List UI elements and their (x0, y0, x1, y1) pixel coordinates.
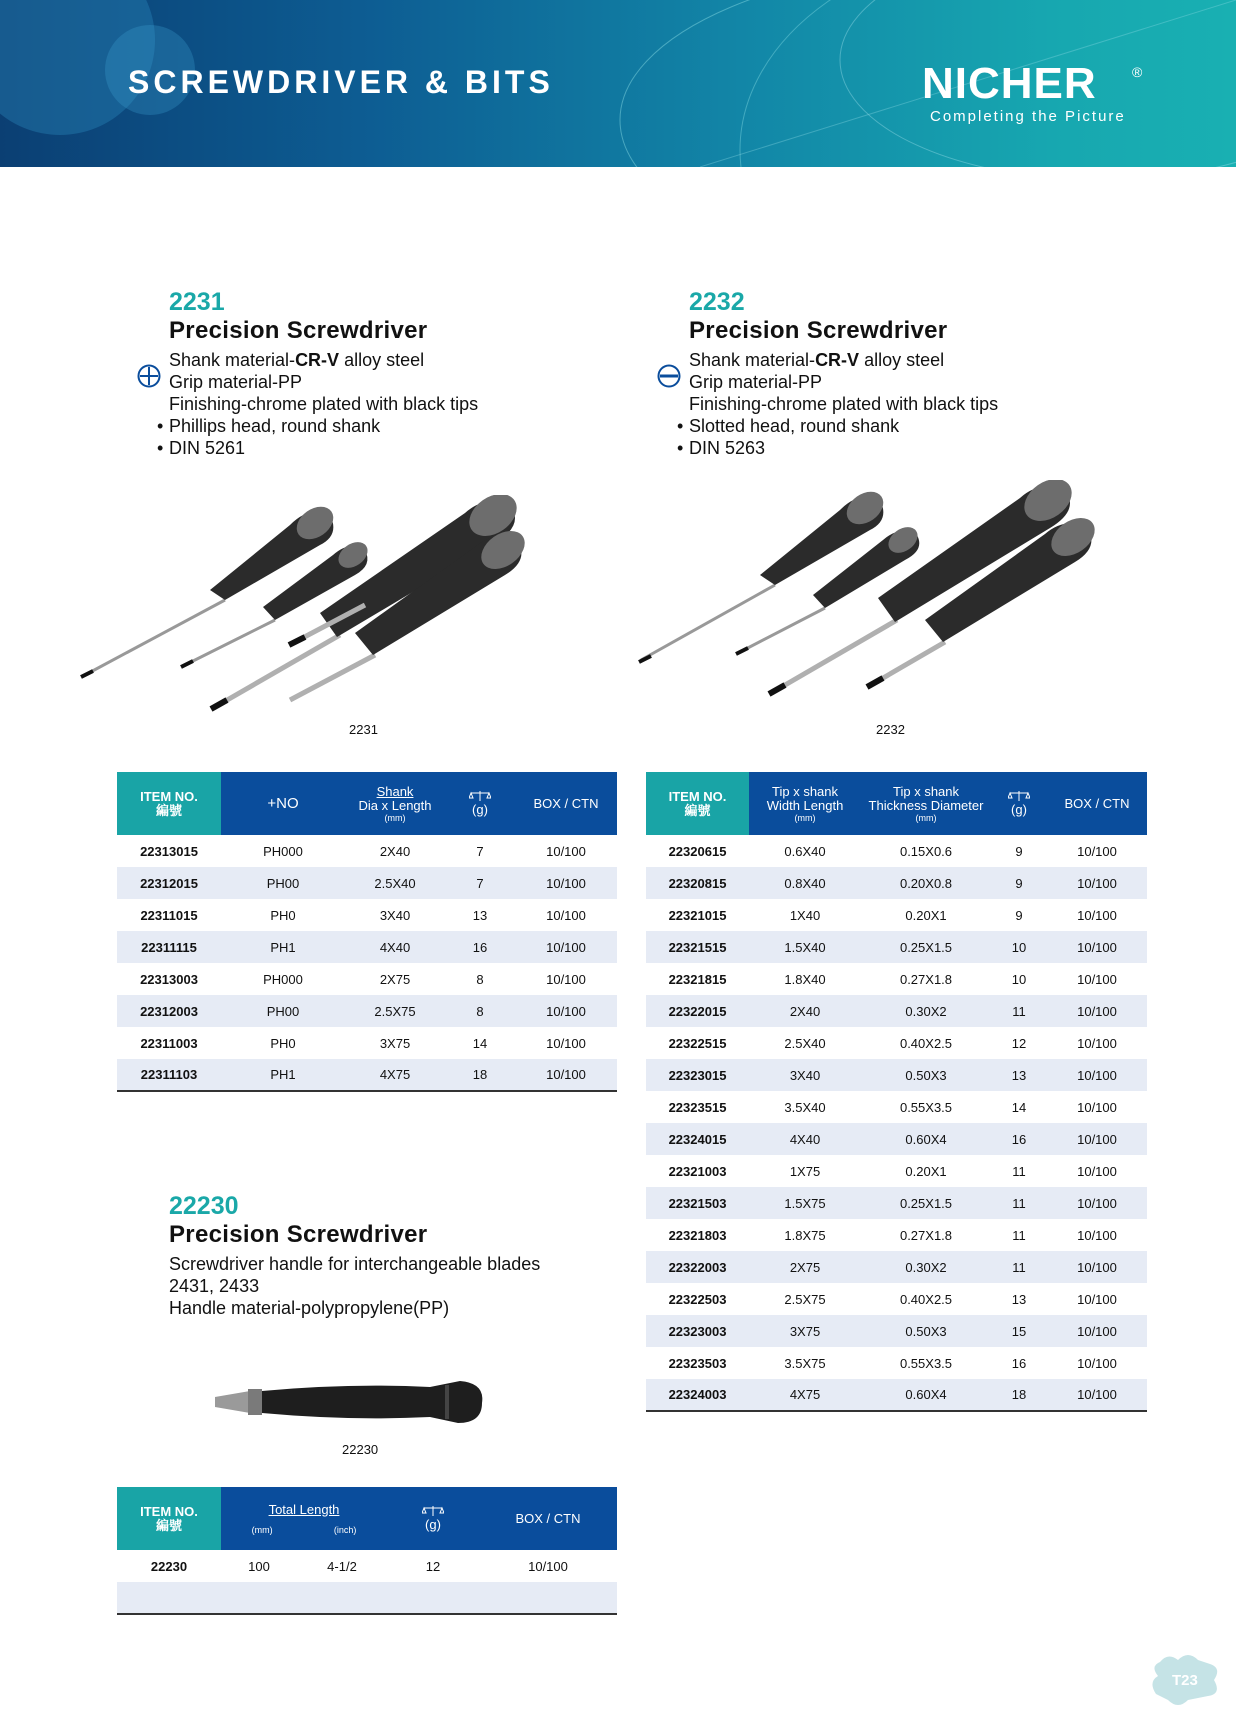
table-cell: 1.5X40 (749, 931, 861, 963)
table-cell: 0.50X3 (861, 1059, 991, 1091)
table-row (646, 1347, 1147, 1379)
table-cell: 10 (1011, 971, 1027, 987)
table-cell: 14 (472, 1035, 488, 1051)
table-cell: PH000 (263, 971, 303, 987)
table-row (646, 1315, 1147, 1347)
spec-line: Grip material-PP (689, 372, 823, 392)
spec-shank-suffix: alloy steel (339, 350, 425, 370)
table-cell: 10/100 (1077, 1099, 1117, 1115)
section-title: SCREWDRIVER & BITS (128, 64, 554, 100)
table-cell: 0.20X1 (905, 907, 947, 923)
table-cell: 2.5X40 (784, 1035, 826, 1051)
table-row (117, 1550, 617, 1582)
product-name: Precision Screwdriver (169, 1221, 428, 1248)
table-cell: 13 (991, 1059, 1047, 1091)
item-number-cell: 22322515 (668, 1035, 727, 1051)
col-tip-label: Tip (771, 783, 790, 799)
table-cell: 16 (1011, 1355, 1027, 1371)
table-cell: 4X40 (749, 1123, 861, 1155)
image-caption: 2231 (349, 722, 378, 737)
col-phillips-no: +NO (221, 772, 345, 835)
table-cell: 0.25X1.5 (861, 1187, 991, 1219)
table-cell: 7 (445, 867, 515, 899)
col-item-no-cn: 編號 (684, 802, 711, 818)
table-cell: 0.55X3.5 (899, 1099, 953, 1115)
col-weight (445, 772, 515, 835)
col-length-label: Length (803, 797, 844, 813)
col-shank-label: shank (924, 783, 960, 799)
table-cell: 11 (991, 1251, 1047, 1283)
table-cell: 14 (1011, 1099, 1027, 1115)
table-cell: 0.27X1.8 (899, 1227, 953, 1243)
table-row (117, 963, 617, 995)
item-number-cell: 22322503 (668, 1291, 727, 1307)
spec-shank-prefix: Shank material- (689, 350, 816, 370)
table-header-row (646, 772, 1147, 835)
item-number-cell: 22312003 (117, 995, 221, 1027)
slotted-icon (657, 364, 681, 388)
spec-shank-material: CR-V (815, 350, 860, 370)
table-cell: 7 (476, 843, 484, 859)
table-cell: 13 (1011, 1291, 1027, 1307)
table-cell: 2X40 (749, 995, 861, 1027)
table-row (117, 835, 617, 867)
item-number-cell: 22323015 (646, 1059, 749, 1091)
scale-icon (469, 790, 491, 802)
col-weight-unit: (g) (425, 1517, 441, 1532)
table-cell: 4X75 (345, 1059, 445, 1091)
table-cell: 8 (445, 995, 515, 1027)
col-thickness-label: Thickness (868, 797, 928, 813)
table-cell: 10/100 (1047, 867, 1147, 899)
item-number-cell: 22312015 (117, 867, 221, 899)
col-unit-inch: (inch) (333, 1524, 357, 1535)
table-row (646, 1123, 1147, 1155)
col-weight-unit: (g) (472, 802, 488, 817)
table-cell: 2.5X75 (345, 995, 445, 1027)
table-cell: 1.8X40 (784, 971, 826, 987)
screwdriver-illustration (81, 495, 532, 709)
table-cell: 10/100 (1047, 995, 1147, 1027)
table-cell: 10/100 (1077, 1227, 1117, 1243)
item-number-cell: 22320615 (668, 843, 727, 859)
table-cell: 10/100 (1047, 1315, 1147, 1347)
table-row (646, 1251, 1147, 1283)
table-header-row (117, 1487, 617, 1550)
col-item-no-label: ITEM NO. (140, 1503, 198, 1519)
spec-shank (169, 349, 478, 371)
table-cell: 10/100 (1077, 1163, 1117, 1179)
table-cell: 10/100 (1047, 1251, 1147, 1283)
spec-line: Finishing-chrome plated with black tips (169, 394, 479, 414)
col-times-sign: x (914, 783, 921, 799)
product-2232 (689, 288, 998, 459)
table-cell: PH1 (221, 931, 345, 963)
table-cell: 10/100 (1047, 1059, 1147, 1091)
item-number-cell: 22320815 (646, 867, 749, 899)
table-cell: 10 (991, 931, 1047, 963)
table-row (117, 931, 617, 963)
col-box-ctn: BOX / CTN (1047, 772, 1147, 835)
col-unit-mm: (mm) (251, 1524, 273, 1535)
table-cell: 13 (472, 907, 488, 923)
table-cell: 3.5X40 (784, 1099, 826, 1115)
table-cell: 3X75 (749, 1315, 861, 1347)
table-cell: PH1 (221, 1059, 345, 1091)
product-22230 (169, 1192, 540, 1319)
table-cell: PH0 (270, 907, 296, 923)
table-cell: 11 (1012, 1163, 1026, 1179)
table-row (646, 835, 1147, 867)
item-number-cell: 22321803 (668, 1227, 727, 1243)
brand-logo (922, 59, 1143, 125)
table-cell: 8 (476, 971, 484, 987)
col-times-sign: x (793, 783, 800, 799)
item-number-cell: 22322015 (646, 995, 749, 1027)
table-cell: 11 (991, 995, 1047, 1027)
table-cell: 9 (991, 867, 1047, 899)
table-cell: 18 (445, 1059, 515, 1091)
table-cell: 0.60X4 (861, 1379, 991, 1411)
col-total-length (221, 1487, 387, 1550)
table-cell: 2X75 (379, 971, 411, 987)
item-number-cell: 22313003 (140, 971, 198, 987)
screwdriver-illustration (639, 480, 1102, 694)
col-item-no-cn: 編號 (155, 802, 182, 818)
item-number-cell: 22311103 (117, 1059, 221, 1091)
spec-shank-prefix: Shank material- (169, 350, 296, 370)
product-2231 (169, 288, 478, 459)
table-cell: 0.25X1.5 (861, 931, 991, 963)
col-tip-width-length (749, 772, 861, 835)
page-number: T23 (1172, 1672, 1198, 1689)
table-cell: 10/100 (528, 1558, 568, 1574)
header-banner (0, 0, 1236, 167)
table-cell: 10/100 (1077, 843, 1117, 859)
table-cell: 10/100 (515, 1059, 617, 1091)
item-number-cell: 22321015 (668, 907, 727, 923)
product-name: Precision Screwdriver (689, 317, 948, 344)
product-image-22230 (210, 1375, 490, 1430)
table-2231 (117, 772, 617, 1092)
table-cell: 3X40 (749, 1059, 861, 1091)
table-cell: 0.6X40 (784, 843, 826, 859)
col-box-ctn: BOX / CTN (479, 1487, 617, 1550)
item-number-cell: 22323503 (668, 1355, 727, 1371)
table-cell: 9 (1015, 907, 1023, 923)
item-number-cell: 22321003 (668, 1163, 727, 1179)
item-number-cell: 22321503 (646, 1187, 749, 1219)
item-number-cell: 22321815 (668, 971, 727, 987)
table-row (646, 899, 1147, 931)
table-cell: 10/100 (546, 843, 586, 859)
col-item-no-label: ITEM NO. (668, 788, 727, 804)
table-cell: 0.50X3 (861, 1315, 991, 1347)
col-shank-label: shank (803, 783, 839, 799)
table-2232 (646, 772, 1147, 1412)
table-cell: 4X75 (749, 1379, 861, 1411)
table-row (646, 1283, 1147, 1315)
col-diameter-label: Diameter (930, 797, 984, 813)
col-shank-unit: (mm) (384, 812, 406, 823)
product-number: 22230 (169, 1192, 239, 1220)
table-cell: 0.30X2 (861, 1251, 991, 1283)
table-cell: 10/100 (546, 907, 586, 923)
table-cell: 1X75 (789, 1163, 821, 1179)
spec-bullet: • DIN 5261 (169, 437, 478, 459)
spec-line: Screwdriver handle for interchangeable blades (169, 1254, 541, 1274)
table-row (117, 867, 617, 899)
table-cell: 16 (445, 931, 515, 963)
table-cell: 10/100 (1047, 1123, 1147, 1155)
spec-line: Grip material-PP (169, 372, 303, 392)
table-cell: 16 (991, 1123, 1047, 1155)
col-weight (387, 1487, 479, 1550)
table-cell: 9 (1015, 843, 1023, 859)
col-tip-label: Tip (892, 783, 911, 799)
col-weight (991, 772, 1047, 835)
table-cell: 3X40 (379, 907, 411, 923)
table-cell: 10/100 (546, 971, 586, 987)
item-number-cell: 22322003 (646, 1251, 749, 1283)
table-cell: 0.8X40 (749, 867, 861, 899)
table-row (646, 867, 1147, 899)
item-number-cell: 22313015 (140, 843, 198, 859)
table-cell: 0.40X2.5 (899, 1291, 953, 1307)
item-number-cell: 22311003 (140, 1035, 198, 1051)
page-number-badge (1148, 1650, 1226, 1710)
table-cell: 10/100 (1077, 1355, 1117, 1371)
product-name: Precision Screwdriver (169, 317, 428, 344)
table-row (646, 1091, 1147, 1123)
table-row (646, 1059, 1147, 1091)
col-item-no-label: ITEM NO. (140, 788, 198, 804)
table-row (117, 1027, 617, 1059)
table-cell: 1X40 (789, 907, 821, 923)
table-cell: PH00 (221, 995, 345, 1027)
item-number-cell: 22311115 (117, 931, 221, 963)
table-cell: PH000 (263, 843, 303, 859)
product-image-2232 (635, 480, 1115, 705)
table-row-empty (117, 1582, 617, 1614)
table-cell: 100 (248, 1558, 270, 1574)
product-number: 2231 (169, 288, 225, 316)
table-cell: 2.5X75 (784, 1291, 826, 1307)
col-unit: (mm) (794, 812, 816, 823)
brand-tagline: Completing the Picture (930, 108, 1126, 125)
spec-bullet: • DIN 5263 (689, 437, 998, 459)
spec-bullet: • Slotted head, round shank (689, 415, 998, 437)
col-tip-thickness-diameter (861, 772, 991, 835)
table-cell: 2X40 (379, 843, 411, 859)
table-cell: 2X75 (749, 1251, 861, 1283)
spec-line: Finishing-chrome plated with black tips (689, 394, 999, 414)
table-cell: 4-1/2 (327, 1558, 357, 1574)
col-total-length-units (221, 1525, 387, 1535)
registered-mark: ® (1132, 64, 1143, 80)
item-number-cell: 22230 (150, 1558, 188, 1574)
table-row (646, 995, 1147, 1027)
item-number-cell: 22323515 (668, 1099, 727, 1115)
table-row (646, 963, 1147, 995)
brand-name: NICHER (922, 59, 1097, 108)
table-row (117, 995, 617, 1027)
table-row (646, 931, 1147, 963)
item-number-cell: 22323003 (646, 1315, 749, 1347)
table-cell: 10/100 (1077, 971, 1117, 987)
table-row (646, 1027, 1147, 1059)
table-cell: 10/100 (515, 867, 617, 899)
scale-icon (422, 1505, 444, 1517)
table-row (646, 1187, 1147, 1219)
table-cell: 0.55X3.5 (899, 1355, 953, 1371)
table-22230 (117, 1487, 617, 1615)
spec-line: 2431, 2433 (169, 1276, 260, 1296)
table-cell: 10/100 (1047, 1187, 1147, 1219)
table-cell: 10/100 (515, 931, 617, 963)
col-box-ctn: BOX / CTN (515, 772, 617, 835)
table-cell: 10/100 (1047, 1379, 1147, 1411)
table-cell: 0.20X0.8 (861, 867, 991, 899)
col-item-no (646, 772, 749, 835)
product-number: 2232 (689, 288, 745, 316)
col-shank-dims: Dia x Length (358, 797, 432, 813)
table-cell: 11 (1012, 1227, 1026, 1243)
table-row (646, 1379, 1147, 1411)
table-cell: 0.40X2.5 (899, 1035, 953, 1051)
col-item-no-cn: 編號 (155, 1517, 182, 1533)
table-cell: 10/100 (1077, 907, 1117, 923)
table-cell: 10/100 (546, 1035, 586, 1051)
spec-shank-suffix: alloy steel (859, 350, 945, 370)
table-cell: 18 (991, 1379, 1047, 1411)
item-number-cell: 22321515 (646, 931, 749, 963)
table-cell: 4X40 (345, 931, 445, 963)
col-shank (345, 772, 445, 835)
table-cell: 11 (991, 1187, 1047, 1219)
spec-shank (689, 349, 998, 371)
table-cell: 1.5X75 (749, 1187, 861, 1219)
item-number-cell: 22324003 (646, 1379, 749, 1411)
table-cell: 0.30X2 (861, 995, 991, 1027)
table-cell: PH0 (270, 1035, 296, 1051)
table-cell: 1.8X75 (784, 1227, 826, 1243)
spec-line: Handle material-polypropylene(PP) (169, 1298, 450, 1318)
spec-bullet: • Phillips head, round shank (169, 415, 478, 437)
item-number-cell: 22324015 (646, 1123, 749, 1155)
col-weight-unit: (g) (1011, 802, 1027, 817)
table-cell: 2.5X40 (345, 867, 445, 899)
product-image-2231 (75, 495, 555, 720)
table-row (646, 1219, 1147, 1251)
table-cell: 0.15X0.6 (899, 843, 953, 859)
table-cell-empty (117, 1582, 617, 1614)
col-item-no (117, 772, 221, 835)
table-cell: 3X75 (379, 1035, 411, 1051)
table-cell: 10/100 (1077, 1291, 1117, 1307)
table-cell: 15 (991, 1315, 1047, 1347)
col-shank-label: Shank (376, 783, 414, 799)
table-cell: 10/100 (1047, 931, 1147, 963)
col-unit: (mm) (915, 812, 937, 823)
col-width-label: Width (766, 797, 800, 813)
table-cell: PH00 (221, 867, 345, 899)
table-row (117, 899, 617, 931)
table-row (646, 1155, 1147, 1187)
handle-illustration (215, 1381, 482, 1423)
image-caption: 2232 (876, 722, 905, 737)
scale-icon (1008, 790, 1030, 802)
table-row (117, 1059, 617, 1091)
table-cell: 0.60X4 (861, 1123, 991, 1155)
col-total-length-label: Total Length (268, 1501, 340, 1517)
table-cell: 12 (1011, 1035, 1027, 1051)
item-number-cell: 22311015 (140, 907, 198, 923)
table-cell: 0.27X1.8 (899, 971, 953, 987)
table-cell: 12 (425, 1558, 441, 1574)
table-cell: 10/100 (1077, 1035, 1117, 1051)
table-cell: 10/100 (515, 995, 617, 1027)
phillips-icon (137, 364, 161, 388)
col-item-no (117, 1487, 221, 1550)
table-header-row (117, 772, 617, 835)
image-caption: 22230 (342, 1442, 379, 1457)
spec-shank-material: CR-V (295, 350, 340, 370)
table-cell: 3.5X75 (784, 1355, 826, 1371)
table-cell: 0.20X1 (905, 1163, 947, 1179)
